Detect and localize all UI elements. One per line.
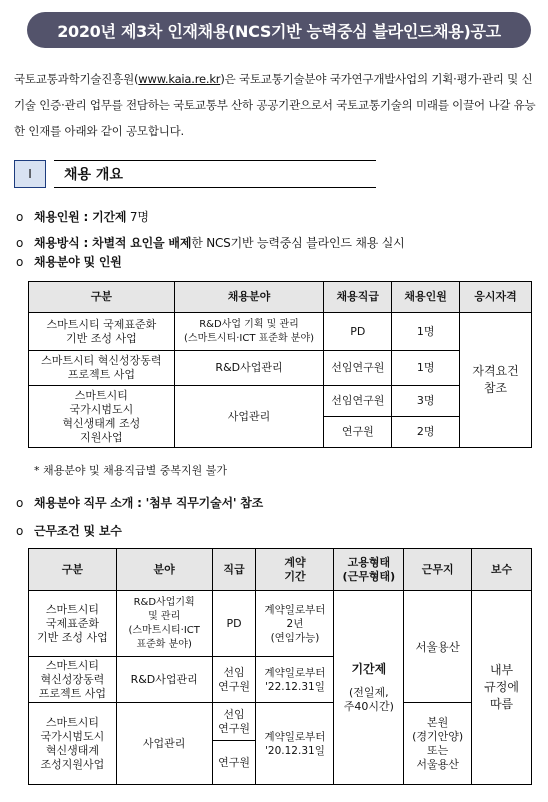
cell-rank: PD: [324, 313, 392, 351]
footnote: * 채용분야 및 채용직급별 중복지원 불가: [34, 464, 227, 477]
cell-field: R&D사업 기획 및 관리 (스마트시티·ICT 표준화 분야): [174, 313, 324, 351]
bullet-marker: o: [16, 210, 24, 224]
cell-employment-type: [334, 591, 404, 785]
bullet-label: 채용방식 : 차별적 요인을 배제: [34, 236, 192, 250]
employment-hours: (전일제, 주40시간): [343, 685, 394, 713]
bullet-marker: o: [16, 496, 24, 510]
website-link[interactable]: www.kaia.re.kr: [138, 72, 221, 86]
cell-rank: PD: [212, 591, 256, 657]
bullet-conditions: [16, 522, 122, 539]
bullet-value: 7명: [126, 210, 149, 224]
cell-division: 스마트시티 국제표준화 기반 조성 사업: [29, 591, 117, 657]
intro-prefix: 국토교통과학기술진흥원(: [14, 72, 139, 86]
cell-period: 계약일로부터 '22.12.31일: [256, 657, 334, 703]
cell-field: R&D사업기획 및 관리 (스마트시티·ICT 표준화 분야): [116, 591, 212, 657]
cell-period: 계약일로부터 2년 (연임가능): [256, 591, 334, 657]
notice-title: 2020년 제3차 인재채용(NCS기반 능력중심 블라인드채용)공고: [57, 21, 501, 41]
col-header: 근무지: [404, 549, 472, 591]
intro-paragraph: [14, 66, 536, 144]
bullet-value: 한 NCS기반 능력중심 블라인드 채용 실시: [191, 236, 405, 250]
cell-workplace: 서울용산: [404, 591, 472, 703]
section-number: Ⅰ: [14, 160, 46, 188]
cell-rank: 선임연구원: [324, 386, 392, 417]
col-header: 채용인원: [392, 282, 460, 313]
cell-workplace: 본원 (경기안양) 또는 서울용산: [404, 703, 472, 785]
conditions-table: [28, 548, 532, 785]
cell-rank: 선임 연구원: [212, 703, 256, 741]
section-header: [14, 160, 534, 190]
bullet-label: 채용분야 직무 소개 : '첨부 직무기술서' 참조: [34, 496, 264, 510]
intro-suffix: )은 국토교통기술분야 국가연구개발사업의 기획·평가·관리 및 신기술 인증·관리 업무를 전담하는 국토교통부 산하 공공기관으로서 국토교통기술의 미래를 이끌어 나갈 유능한 인재를 아래와 같이 공모합니다.: [14, 72, 536, 138]
cell-pay: 내부 규정에 따름: [472, 591, 532, 785]
col-header: 구분: [29, 282, 175, 313]
bullet-headcount: [16, 208, 149, 225]
employment-type: 기간제: [351, 661, 387, 676]
cell-field: 사업관리: [174, 386, 324, 448]
col-header: 계약 기간: [256, 549, 334, 591]
table-row: [29, 703, 532, 741]
cell-division: 스마트시티 혁신성장동력 프로젝트 사업: [29, 351, 175, 386]
cell-division: 스마트시티 국가시범도시 혁신생태계 조성지원사업: [29, 703, 117, 785]
col-header: 보수: [472, 549, 532, 591]
col-header: 채용분야: [174, 282, 324, 313]
bullet-marker: o: [16, 236, 24, 250]
table-row: [29, 313, 532, 351]
table-row: [29, 351, 532, 386]
cell-rank: 선임 연구원: [212, 657, 256, 703]
bullet-job-intro: [16, 494, 263, 511]
bullet-label: 근무조건 및 보수: [34, 524, 122, 538]
cell-field: R&D사업관리: [116, 657, 212, 703]
cell-rank: 연구원: [324, 417, 392, 448]
cell-period: 계약일로부터 '20.12.31일: [256, 703, 334, 785]
col-header: 구분: [29, 549, 117, 591]
cell-qualification: 자격요건 참조: [460, 313, 532, 448]
section-title: 채용 개요: [54, 160, 376, 188]
notice-title-banner: [27, 12, 531, 48]
bullet-marker: o: [16, 524, 24, 538]
bullet-label: 채용인원 : 기간제: [34, 210, 127, 224]
cell-division: 스마트시티 국제표준화 기반 조성 사업: [29, 313, 175, 351]
cell-division: 스마트시티 국가시범도시 혁신생태계 조성 지원사업: [29, 386, 175, 448]
bullet-marker: o: [16, 255, 24, 269]
bullet-method: [16, 234, 405, 251]
bullet-label: 채용분야 및 인원: [34, 255, 122, 269]
cell-count: 1명: [392, 351, 460, 386]
table-row: [29, 386, 532, 417]
col-header: 고용형태 (근무형태): [334, 549, 404, 591]
col-header: 직급: [212, 549, 256, 591]
cell-rank: 선임연구원: [324, 351, 392, 386]
cell-field: R&D사업관리: [174, 351, 324, 386]
col-header: 분야: [116, 549, 212, 591]
cell-count: 1명: [392, 313, 460, 351]
cell-field: 사업관리: [116, 703, 212, 785]
table-row: [29, 591, 532, 657]
cell-division: 스마트시티 혁신성장동력 프로젝트 사업: [29, 657, 117, 703]
col-header: 채용직급: [324, 282, 392, 313]
cell-rank: 연구원: [212, 741, 256, 785]
cell-count: 2명: [392, 417, 460, 448]
col-header: 응시자격: [460, 282, 532, 313]
recruitment-table: [28, 281, 532, 448]
bullet-fields: [16, 253, 122, 270]
cell-count: 3명: [392, 386, 460, 417]
